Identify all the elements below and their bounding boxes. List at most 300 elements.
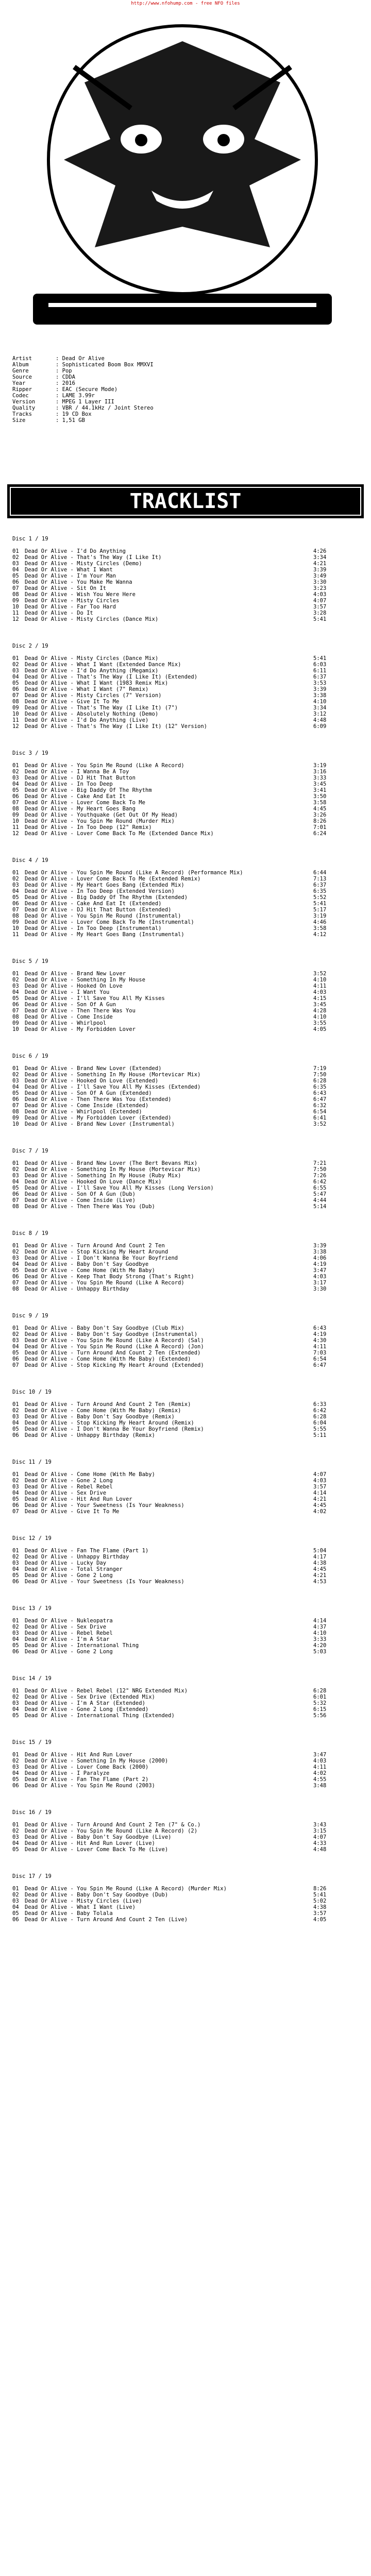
track-title: Dead Or Alive - Then There Was You (Dub) (25, 1204, 155, 1210)
track-number: 01 (12, 1688, 19, 1694)
disc-section (12, 1459, 363, 1515)
track-number: 08 (12, 1109, 19, 1115)
tracklist-content (12, 536, 363, 1943)
track-title: Dead Or Alive - DJ Hit That Button (25, 775, 136, 781)
track-row (12, 1356, 363, 1362)
track-length: 5:55 (313, 1426, 327, 1432)
disc-section (12, 1389, 363, 1438)
track-number: 08 (12, 1286, 19, 1292)
track-length: 4:21 (313, 1496, 327, 1502)
track-length: 3:28 (313, 610, 327, 616)
track-title: Dead Or Alive - Gone 2 Long (25, 1572, 113, 1579)
track-row (12, 567, 363, 573)
track-row (12, 1764, 363, 1770)
track-length: 5:04 (313, 1548, 327, 1554)
track-title: Dead Or Alive - Come Home (With Me Baby) (Extended) (25, 1356, 191, 1362)
track-title: Dead Or Alive - I'll Save You All My Kisses (Long Version) (25, 1185, 214, 1191)
disc-title: Disc 7 / 19 (12, 1148, 48, 1154)
track-length: 4:20 (313, 1642, 327, 1649)
track-row (12, 1432, 363, 1438)
track-title: Dead Or Alive - In Too Deep (Instrumental) (25, 925, 162, 931)
track-length: 3:39 (313, 1243, 327, 1249)
track-number: 03 (12, 668, 19, 674)
track-number: 04 (12, 1706, 19, 1713)
track-title: Dead Or Alive - Sex Drive (25, 1624, 107, 1630)
track-length: 4:46 (313, 919, 327, 925)
track-number: 04 (12, 1566, 19, 1572)
track-number: 03 (12, 1700, 19, 1706)
track-length: 3:55 (313, 1020, 327, 1026)
disc-title: Disc 14 / 19 (12, 1675, 52, 1682)
track-row (12, 1554, 363, 1560)
track-number: 03 (12, 775, 19, 781)
track-title: Dead Or Alive - Give It To Me (25, 699, 120, 705)
track-title: Dead Or Alive - DJ Hit That Button (Extended) (25, 907, 172, 913)
track-row (12, 616, 363, 622)
track-title: Dead Or Alive - Something In My House (Mortevicar Mix) (25, 1166, 201, 1173)
track-length: 3:47 (313, 1267, 327, 1274)
track-number: 10 (12, 1121, 19, 1127)
track-row (12, 1484, 363, 1490)
track-length: 6:28 (313, 1414, 327, 1420)
track-row (12, 1496, 363, 1502)
track-length: 3:15 (313, 1828, 327, 1834)
track-number: 12 (12, 723, 19, 730)
track-length: 4:07 (313, 1471, 327, 1478)
track-row (12, 1490, 363, 1496)
track-row (12, 907, 363, 913)
disc-title: Disc 12 / 19 (12, 1535, 52, 1541)
track-title: Dead Or Alive - Keep That Body Strong (That's Right) (25, 1274, 194, 1280)
track-row (12, 1002, 363, 1008)
track-length: 6:47 (313, 1362, 327, 1368)
release-info-label: Tracks (12, 411, 32, 417)
release-info-value: Sophisticated Boom Box MMXVI (62, 362, 154, 368)
release-info-value: 19 CD Box (62, 411, 92, 417)
track-length: 6:37 (313, 882, 327, 888)
track-length: 4:38 (313, 1560, 327, 1566)
track-row (12, 888, 363, 894)
track-length: 3:50 (313, 793, 327, 800)
track-length: 4:07 (313, 1834, 327, 1840)
release-info-value: LAME 3.99r (62, 393, 95, 399)
track-length: 4:44 (313, 1197, 327, 1204)
track-length: 4:03 (313, 1758, 327, 1764)
release-info-row: Size : 1,51 GB (12, 417, 85, 423)
track-title: Dead Or Alive - I'd Do Anything (25, 548, 126, 554)
track-length: 4:06 (313, 1255, 327, 1261)
track-length: 4:07 (313, 598, 327, 604)
track-title: Dead Or Alive - In Too Deep (12" Remix) (25, 824, 152, 831)
track-row (12, 548, 363, 554)
track-number: 04 (12, 1490, 19, 1496)
disc-title: Disc 11 / 19 (12, 1459, 52, 1465)
track-length: 4:17 (313, 1554, 327, 1560)
track-number: 07 (12, 1103, 19, 1109)
track-title: Dead Or Alive - I'll Save You All My Kisses (25, 995, 165, 1002)
track-title: Dead Or Alive - Turn Around And Count 2 Ten (Remix) (25, 1401, 191, 1408)
track-title: Dead Or Alive - Stop Kicking My Heart Around (Remix) (25, 1420, 194, 1426)
track-number: 01 (12, 1401, 19, 1408)
track-length: 3:45 (313, 1002, 327, 1008)
track-length: 4:14 (313, 1618, 327, 1624)
disc-section (12, 1809, 363, 1853)
disc-section (12, 1675, 363, 1719)
track-row (12, 1197, 363, 1204)
track-length: 3:58 (313, 800, 327, 806)
track-title: Dead Or Alive - Brand New Lover (The Bert Bevans Mix) (25, 1160, 198, 1166)
track-row (12, 1618, 363, 1624)
release-info-label: Quality (12, 405, 36, 411)
track-row (12, 585, 363, 591)
track-title: Dead Or Alive - Son Of A Gun (25, 1002, 116, 1008)
track-title: Dead Or Alive - Hit And Run Lover (Live) (25, 1840, 155, 1846)
track-length: 4:10 (313, 977, 327, 983)
track-number: 09 (12, 812, 19, 818)
track-title: Dead Or Alive - Son Of A Gun (Extended) (25, 1090, 152, 1096)
track-number: 04 (12, 1840, 19, 1846)
track-number: 04 (12, 1770, 19, 1776)
track-length: 4:21 (313, 561, 327, 567)
track-title: Dead Or Alive - I'll Save You All My Kisses (Extended) (25, 1084, 201, 1090)
track-title: Dead Or Alive - Cake And Eat It (Extended) (25, 901, 162, 907)
track-title: Dead Or Alive - Cake And Eat It (25, 793, 126, 800)
track-title: Dead Or Alive - Rebel Rebel (25, 1484, 113, 1490)
disc-title: Disc 4 / 19 (12, 857, 48, 863)
header-note: http://www.nfohump.com - free NFO files (131, 1, 240, 6)
track-title: Dead Or Alive - You Spin Me Round (Like A Record) (25, 1280, 184, 1286)
track-row (12, 901, 363, 907)
release-info-row: Year : 2016 (12, 380, 75, 386)
track-row (12, 1471, 363, 1478)
track-row (12, 1846, 363, 1853)
track-length: 4:19 (313, 1331, 327, 1337)
track-length: 3:19 (313, 762, 327, 769)
track-title: Dead Or Alive - In Too Deep (25, 781, 113, 787)
track-length: 5:17 (313, 907, 327, 913)
track-row (12, 824, 363, 831)
track-title: Dead Or Alive - That's The Way (I Like It) (7") (25, 705, 178, 711)
track-row (12, 1910, 363, 1917)
track-number: 01 (12, 1160, 19, 1166)
track-row (12, 1904, 363, 1910)
track-row (12, 573, 363, 579)
track-title: Dead Or Alive - That's The Way (I Like It) (25, 554, 162, 561)
track-number: 07 (12, 1280, 19, 1286)
track-title: Dead Or Alive - Your Sweetness (Is Your Weakness) (25, 1502, 184, 1509)
track-length: 4:10 (313, 1014, 327, 1020)
track-number: 06 (12, 579, 19, 585)
track-number: 05 (12, 1846, 19, 1853)
disc-title: Disc 1 / 19 (12, 536, 48, 542)
track-title: Dead Or Alive - I Wanna Be A Toy (25, 769, 129, 775)
track-row (12, 598, 363, 604)
track-row (12, 1084, 363, 1090)
track-row (12, 1065, 363, 1072)
track-number: 06 (12, 1096, 19, 1103)
track-number: 07 (12, 585, 19, 591)
track-length: 5:41 (313, 616, 327, 622)
track-title: Dead Or Alive - Baby Don't Say Goodbye (Live) (25, 1834, 172, 1840)
track-row (12, 1642, 363, 1649)
track-title: Dead Or Alive - Big Daddy Of The Rhythm (25, 787, 152, 793)
track-title: Dead Or Alive - Hooked On Love (25, 983, 123, 989)
disc-section (12, 643, 363, 730)
track-row (12, 995, 363, 1002)
track-number: 03 (12, 1834, 19, 1840)
track-number: 06 (12, 1002, 19, 1008)
track-number: 01 (12, 548, 19, 554)
track-number: 09 (12, 919, 19, 925)
track-number: 05 (12, 1090, 19, 1096)
disc-title: Disc 15 / 19 (12, 1739, 52, 1745)
track-row (12, 769, 363, 775)
track-length: 3:48 (313, 1783, 327, 1789)
track-row (12, 870, 363, 876)
track-length: 4:38 (313, 1904, 327, 1910)
track-title: Dead Or Alive - Lucky Day (25, 1560, 107, 1566)
track-length: 3:52 (313, 1121, 327, 1127)
track-length: 5:03 (313, 1649, 327, 1655)
track-row (12, 1630, 363, 1636)
track-title: Dead Or Alive - Brand New Lover (25, 971, 126, 977)
disc-section (12, 1873, 363, 1923)
track-title: Dead Or Alive - Gone 2 Long (Extended) (25, 1706, 149, 1713)
track-length: 6:35 (313, 888, 327, 894)
track-length: 3:43 (313, 1822, 327, 1828)
track-title: Dead Or Alive - Absolutely Nothing (Demo) (25, 711, 159, 717)
track-length: 4:19 (313, 1261, 327, 1267)
track-title: Dead Or Alive - Misty Circles (Demo) (25, 561, 142, 567)
track-number: 05 (12, 1776, 19, 1783)
track-number: 02 (12, 1072, 19, 1078)
track-length: 3:23 (313, 585, 327, 591)
track-row (12, 579, 363, 585)
track-row (12, 1776, 363, 1783)
track-length: 3:58 (313, 925, 327, 931)
track-row (12, 1502, 363, 1509)
release-info-value: 1,51 GB (62, 417, 85, 423)
track-length: 3:30 (313, 579, 327, 585)
track-length: 4:15 (313, 995, 327, 1002)
track-number: 01 (12, 870, 19, 876)
track-length: 3:49 (313, 573, 327, 579)
track-number: 06 (12, 1649, 19, 1655)
track-row (12, 931, 363, 938)
track-number: 06 (12, 1191, 19, 1197)
track-row (12, 1840, 363, 1846)
track-number: 06 (12, 686, 19, 692)
track-length: 4:10 (313, 1630, 327, 1636)
track-row (12, 913, 363, 919)
track-length: 7:13 (313, 876, 327, 882)
release-info-label: Codec (12, 393, 29, 399)
track-length: 4:21 (313, 1572, 327, 1579)
release-info-label: Source (12, 374, 32, 380)
track-length: 3:33 (313, 1636, 327, 1642)
track-title: Dead Or Alive - You Spin Me Round (Murder Mix) (25, 818, 175, 824)
track-length: 8:26 (313, 818, 327, 824)
track-length: 4:11 (313, 1344, 327, 1350)
track-number: 05 (12, 995, 19, 1002)
track-title: Dead Or Alive - My Heart Goes Bang (Extended Mix) (25, 882, 184, 888)
track-length: 8:26 (313, 1886, 327, 1892)
track-row (12, 680, 363, 686)
track-number: 03 (12, 983, 19, 989)
track-title: Dead Or Alive - Misty Circles (Dance Mix) (25, 655, 159, 662)
track-number: 05 (12, 1910, 19, 1917)
track-row (12, 1624, 363, 1630)
release-info-row: Tracks : 19 CD Box (12, 411, 92, 417)
track-row (12, 1185, 363, 1191)
track-row (12, 1337, 363, 1344)
track-row (12, 711, 363, 717)
track-length: 4:26 (313, 548, 327, 554)
track-title: Dead Or Alive - Gone 2 Long (25, 1649, 113, 1655)
track-number: 02 (12, 1408, 19, 1414)
track-row (12, 1173, 363, 1179)
track-length: 7:50 (313, 1166, 327, 1173)
track-title: Dead Or Alive - I'd Do Anything (Megamix) (25, 668, 159, 674)
track-title: Dead Or Alive - Lover Come Back To Me (Extended Remix) (25, 876, 201, 882)
track-length: 5:14 (313, 1204, 327, 1210)
track-length: 6:33 (313, 1401, 327, 1408)
track-row (12, 1020, 363, 1026)
release-info-label: Ripper (12, 386, 32, 393)
track-number: 07 (12, 907, 19, 913)
disc-title: Disc 9 / 19 (12, 1313, 48, 1319)
track-row (12, 831, 363, 837)
track-length: 3:38 (313, 692, 327, 699)
track-row (12, 1706, 363, 1713)
release-info-row: Artist : Dead Or Alive (12, 355, 105, 362)
track-row (12, 1008, 363, 1014)
disc-section (12, 1230, 363, 1292)
release-info-value: MPEG 1 Layer III (62, 399, 114, 405)
track-title: Dead Or Alive - Unhappy Birthday (25, 1286, 129, 1292)
track-length: 3:39 (313, 686, 327, 692)
track-row (12, 989, 363, 995)
track-number: 05 (12, 1350, 19, 1356)
track-row (12, 1401, 363, 1408)
track-title: Dead Or Alive - Baby Don't Say Goodbye (Dub) (25, 1892, 168, 1898)
track-number: 03 (12, 1078, 19, 1084)
track-title: Dead Or Alive - Unhappy Birthday (Remix) (25, 1432, 155, 1438)
track-title: Dead Or Alive - Turn Around And Count 2 Ten (25, 1243, 165, 1249)
track-length: 5:11 (313, 1432, 327, 1438)
track-title: Dead Or Alive - Baby Don't Say Goodbye (Instrumental) (25, 1331, 198, 1337)
track-row (12, 1566, 363, 1572)
track-number: 06 (12, 901, 19, 907)
track-title: Dead Or Alive - Stop Kicking My Heart Around (Extended) (25, 1362, 204, 1368)
release-info-value: Pop (62, 368, 72, 374)
track-row (12, 1636, 363, 1642)
track-length: 4:10 (313, 699, 327, 705)
disc-title: Disc 6 / 19 (12, 1053, 48, 1059)
track-length: 4:03 (313, 591, 327, 598)
track-row (12, 662, 363, 668)
track-title: Dead Or Alive - Total Stranger (25, 1566, 123, 1572)
track-row (12, 787, 363, 793)
track-length: 3:26 (313, 812, 327, 818)
track-title: Dead Or Alive - Something In My House (2000) (25, 1758, 168, 1764)
track-row (12, 1752, 363, 1758)
track-number: 04 (12, 1344, 19, 1350)
track-number: 03 (12, 1630, 19, 1636)
track-length: 6:42 (313, 1179, 327, 1185)
track-title: Dead Or Alive - What I Want (1983 Remix Mix) (25, 680, 168, 686)
track-row (12, 775, 363, 781)
disc-title: Disc 8 / 19 (12, 1230, 48, 1236)
track-length: 6:03 (313, 662, 327, 668)
release-info-row: Ripper : EAC (Secure Mode) (12, 386, 118, 393)
track-row (12, 1350, 363, 1356)
track-row (12, 1694, 363, 1700)
track-length: 4:33 (313, 1840, 327, 1846)
track-number: 04 (12, 1420, 19, 1426)
track-row (12, 800, 363, 806)
track-title: Dead Or Alive - Hit And Run Lover (25, 1752, 132, 1758)
track-number: 06 (12, 793, 19, 800)
track-row (12, 1758, 363, 1764)
track-row (12, 1286, 363, 1292)
track-length: 6:47 (313, 1096, 327, 1103)
track-row (12, 925, 363, 931)
track-length: 6:43 (313, 1090, 327, 1096)
track-title: Dead Or Alive - Baby Don't Say Goodbye (Remix) (25, 1414, 175, 1420)
track-length: 4:14 (313, 1490, 327, 1496)
track-number: 08 (12, 699, 19, 705)
track-number: 08 (12, 1204, 19, 1210)
track-row (12, 1783, 363, 1789)
track-title: Dead Or Alive - Rebel Rebel (25, 1630, 113, 1636)
track-number: 12 (12, 616, 19, 622)
track-length: 6:32 (313, 1103, 327, 1109)
track-number: 10 (12, 604, 19, 610)
track-title: Dead Or Alive - You Spin Me Round (Like A Record) (Murder Mix) (25, 1886, 227, 1892)
track-length: 6:54 (313, 1356, 327, 1362)
release-info-value: VBR / 44.1kHz / Joint Stereo (62, 405, 154, 411)
disc-section (12, 1313, 363, 1368)
disc-title: Disc 16 / 19 (12, 1809, 52, 1816)
disc-section (12, 857, 363, 938)
track-title: Dead Or Alive - What I Want (7" Remix) (25, 686, 149, 692)
track-number: 02 (12, 1478, 19, 1484)
track-row (12, 1478, 363, 1484)
track-length: 4:28 (313, 1008, 327, 1014)
track-number: 07 (12, 1008, 19, 1014)
track-number: 01 (12, 1548, 19, 1554)
track-title: Dead Or Alive - Brand New Lover (Extended) (25, 1065, 162, 1072)
track-title: Dead Or Alive - My Heart Goes Bang (Instrumental) (25, 931, 184, 938)
track-length: 4:55 (313, 1776, 327, 1783)
track-number: 03 (12, 561, 19, 567)
disc-section (12, 1605, 363, 1655)
track-row (12, 1649, 363, 1655)
top-logo-art (12, 5, 352, 345)
track-length: 4:02 (313, 1509, 327, 1515)
track-number: 02 (12, 1758, 19, 1764)
track-row (12, 561, 363, 567)
track-number: 01 (12, 1752, 19, 1758)
track-row (12, 1096, 363, 1103)
track-length: 4:37 (313, 1624, 327, 1630)
track-title: Dead Or Alive - Sex Drive (25, 1490, 107, 1496)
track-title: Dead Or Alive - What I Want (25, 567, 113, 573)
track-length: 4:03 (313, 1274, 327, 1280)
track-number: 09 (12, 1115, 19, 1121)
track-row (12, 1834, 363, 1840)
